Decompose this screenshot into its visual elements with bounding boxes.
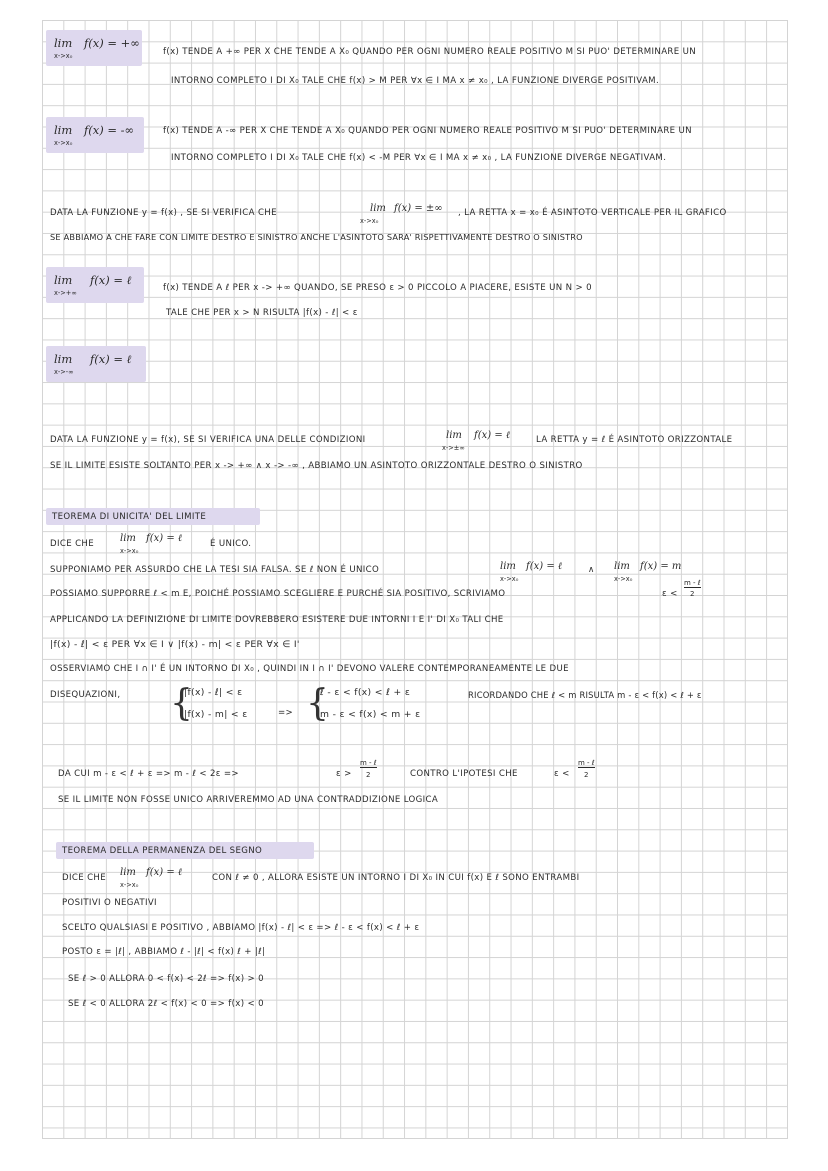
lim-sub: x->x₀ bbox=[120, 881, 139, 889]
def-minus-inf-line-1: f(x) TENDE A -∞ PER X CHE TENDE A X₀ QUANDO PER OGNI NUMERO REALE POSITIVO M SI PUO' DETERMINARE UN bbox=[163, 126, 692, 136]
vertical-asymptote-line-1b: , LA RETTA x = x₀ É ASINTOTO VERTICALE PER IL GRAFICO bbox=[458, 208, 727, 218]
sign-line-1a: DICE CHE bbox=[62, 873, 107, 883]
lim-expr: f(x) = ℓ bbox=[474, 430, 511, 441]
lim-word: lim bbox=[54, 352, 73, 366]
lim-expr: f(x) = ℓ bbox=[90, 352, 132, 366]
sign-title: TEOREMA DELLA PERMANENZA DEL SEGNO bbox=[62, 846, 263, 856]
uniqueness-line-4: APPLICANDO LA DEFINIZIONE DI LIMITE DOVREBBERO ESISTERE DUE INTORNI I E I' DI X₀ TALI CHE bbox=[50, 615, 504, 625]
lim-sub: x->x₀ bbox=[54, 52, 73, 60]
fraction-denominator: 2 bbox=[584, 771, 589, 779]
uniqueness-line-7b: RICORDANDO CHE ℓ < m RISULTA m - ε < f(x) < ℓ + ε bbox=[468, 690, 702, 700]
lim-expr: f(x) = -∞ bbox=[84, 123, 135, 137]
lim-word: lim bbox=[614, 561, 630, 572]
sign-line-3: SCELTO QUALSIASI E POSITIVO , ABBIAMO |f(x) - ℓ| < ε => ℓ - ε < f(x) < ℓ + ε bbox=[62, 923, 420, 933]
uniqueness-line-8b: CONTRO L'IPOTESI CHE bbox=[410, 769, 518, 779]
lim-sub: x->x₀ bbox=[360, 217, 379, 225]
sign-line-6: SE ℓ < 0 ALLORA 2ℓ < f(x) < 0 => f(x) < 0 bbox=[68, 999, 264, 1009]
vertical-asymptote-line-2: SE ABBIAMO A CHE FARE CON LIMITE DESTRO E SINISTRO ANCHE L'ASINTOTO SARA' RISPETTIVAMENTE DESTRO O SINISTRO bbox=[50, 232, 583, 242]
lim-expr: f(x) = ℓ bbox=[146, 867, 183, 878]
uniqueness-line-7a: DISEQUAZIONI, bbox=[50, 690, 121, 700]
system-2-row-2: m - ε < f(x) < m + ε bbox=[320, 709, 421, 720]
lim-word: lim bbox=[446, 430, 462, 441]
fraction-numerator: m - ℓ bbox=[360, 759, 377, 767]
lim-expr: f(x) = ℓ bbox=[90, 273, 132, 287]
uniqueness-title: TEOREMA DI UNICITA' DEL LIMITE bbox=[52, 512, 207, 522]
fraction-numerator: m - ℓ bbox=[684, 579, 701, 587]
horizontal-asymptote-line-1a: DATA LA FUNZIONE y = f(x), SE SI VERIFICA UNA DELLE CONDIZIONI bbox=[50, 435, 366, 445]
sign-line-2: POSITIVI O NEGATIVI bbox=[62, 898, 157, 908]
uniqueness-line-6: OSSERVIAMO CHE I ∩ I' É UN INTORNO DI X₀ , QUINDI IN I ∩ I' DEVONO VALERE CONTEMPORANEAMENTE LE DUE bbox=[50, 664, 569, 674]
def-plus-inf-line-2: INTORNO COMPLETO I DI X₀ TALE CHE f(x) > M PER ∀x ∈ I MA x ≠ x₀ , LA FUNZIONE DIVERGE POSITIVAM. bbox=[171, 76, 660, 86]
lim-expr: f(x) = ℓ bbox=[526, 561, 563, 572]
lim-word: lim bbox=[500, 561, 516, 572]
fraction-numerator: m - ℓ bbox=[578, 759, 595, 767]
system-2-row-1: ℓ - ε < f(x) < ℓ + ε bbox=[320, 687, 411, 698]
uniqueness-line-2a: SUPPONIAMO PER ASSURDO CHE LA TESI SIA FALSA. SE ℓ NON É UNICO bbox=[50, 565, 380, 575]
lim-sub: x->x₀ bbox=[500, 575, 519, 583]
fraction-denominator: 2 bbox=[366, 771, 371, 779]
sign-line-5: SE ℓ > 0 ALLORA 0 < f(x) < 2ℓ => f(x) > 0 bbox=[68, 974, 264, 984]
horizontal-asymptote-line-1b: LA RETTA y = ℓ É ASINTOTO ORIZZONTALE bbox=[536, 435, 733, 445]
lim-sub: x->+∞ bbox=[54, 289, 77, 297]
lim-sub: x->x₀ bbox=[614, 575, 633, 583]
system-1-row-2: |f(x) - m| < ε bbox=[184, 709, 248, 720]
lim-expr: f(x) = ±∞ bbox=[394, 203, 443, 214]
fraction-prefix: ε < bbox=[662, 589, 678, 599]
lim-expr: f(x) = +∞ bbox=[84, 36, 140, 50]
horizontal-asymptote-line-2: SE IL LIMITE ESISTE SOLTANTO PER x -> +∞ ∧ x -> -∞ , ABBIAMO UN ASINTOTO ORIZZONTALE DESTRO O SINISTRO bbox=[50, 461, 583, 471]
system-brace-1: { bbox=[170, 683, 194, 724]
uniqueness-line-8a: DA CUI m - ε < ℓ + ε => m - ℓ < 2ε => bbox=[58, 769, 239, 779]
logical-and: ∧ bbox=[588, 565, 595, 575]
uniqueness-line-1a: DICE CHE bbox=[50, 539, 95, 549]
lim-sub: x->x₀ bbox=[120, 547, 139, 555]
lim-word: lim bbox=[54, 273, 73, 287]
fraction-prefix: ε < bbox=[554, 769, 570, 779]
def-plus-inf-line-1: f(x) TENDE A +∞ PER X CHE TENDE A X₀ QUANDO PER OGNI NUMERO REALE POSITIVO M SI PUO' DETERMINARE UN bbox=[163, 47, 697, 57]
sign-line-1b: CON ℓ ≠ 0 , ALLORA ESISTE UN INTORNO I DI X₀ IN CUI f(x) E ℓ SONO ENTRAMBI bbox=[212, 873, 580, 883]
lim-word: lim bbox=[54, 36, 73, 50]
lim-word: lim bbox=[370, 203, 386, 214]
vertical-asymptote-line-1a: DATA LA FUNZIONE y = f(x) , SE SI VERIFICA CHE bbox=[50, 208, 277, 218]
system-brace-2: { bbox=[306, 683, 330, 724]
def-limit-infinity-line-2: TALE CHE PER x > N RISULTA |f(x) - ℓ| < ε bbox=[166, 308, 358, 318]
def-minus-inf-line-2: INTORNO COMPLETO I DI X₀ TALE CHE f(x) < -M PER ∀x ∈ I MA x ≠ x₀ , LA FUNZIONE DIVERGE NEGATIVAM. bbox=[171, 153, 667, 163]
uniqueness-line-1b: É UNICO. bbox=[210, 539, 252, 549]
fraction-denominator: 2 bbox=[690, 590, 695, 598]
system-1-row-1: |f(x) - ℓ| < ε bbox=[184, 687, 243, 698]
uniqueness-line-9: SE IL LIMITE NON FOSSE UNICO ARRIVEREMMO AD UNA CONTRADDIZIONE LOGICA bbox=[58, 795, 439, 805]
grid-paper-sheet bbox=[42, 20, 788, 1139]
sign-line-4: POSTO ε = |ℓ| , ABBIAMO ℓ - |ℓ| < f(x) ℓ + |ℓ| bbox=[62, 947, 266, 957]
lim-word: lim bbox=[54, 123, 73, 137]
def-limit-infinity-line-1: f(x) TENDE A ℓ PER x -> +∞ QUANDO, SE PRESO ε > 0 PICCOLO A PIACERE, ESISTE UN N > 0 bbox=[163, 283, 592, 293]
lim-sub: x->±∞ bbox=[442, 444, 465, 452]
lim-word: lim bbox=[120, 533, 136, 544]
uniqueness-line-3a: POSSIAMO SUPPORRE ℓ < m E, POICHÉ POSSIAMO SCEGLIERE E PURCHÉ SIA POSITIVO, SCRIVIAMO bbox=[50, 589, 506, 599]
lim-word: lim bbox=[120, 867, 136, 878]
fraction-prefix: ε > bbox=[336, 769, 352, 779]
implies-arrow: => bbox=[278, 708, 294, 718]
lim-sub: x->-∞ bbox=[54, 368, 74, 376]
lim-expr: f(x) = m bbox=[640, 561, 682, 572]
lim-expr: f(x) = ℓ bbox=[146, 533, 183, 544]
uniqueness-line-5: |f(x) - ℓ| < ε PER ∀x ∈ I ∨ |f(x) - m| < ε PER ∀x ∈ I' bbox=[50, 639, 300, 650]
lim-sub: x->x₀ bbox=[54, 139, 73, 147]
